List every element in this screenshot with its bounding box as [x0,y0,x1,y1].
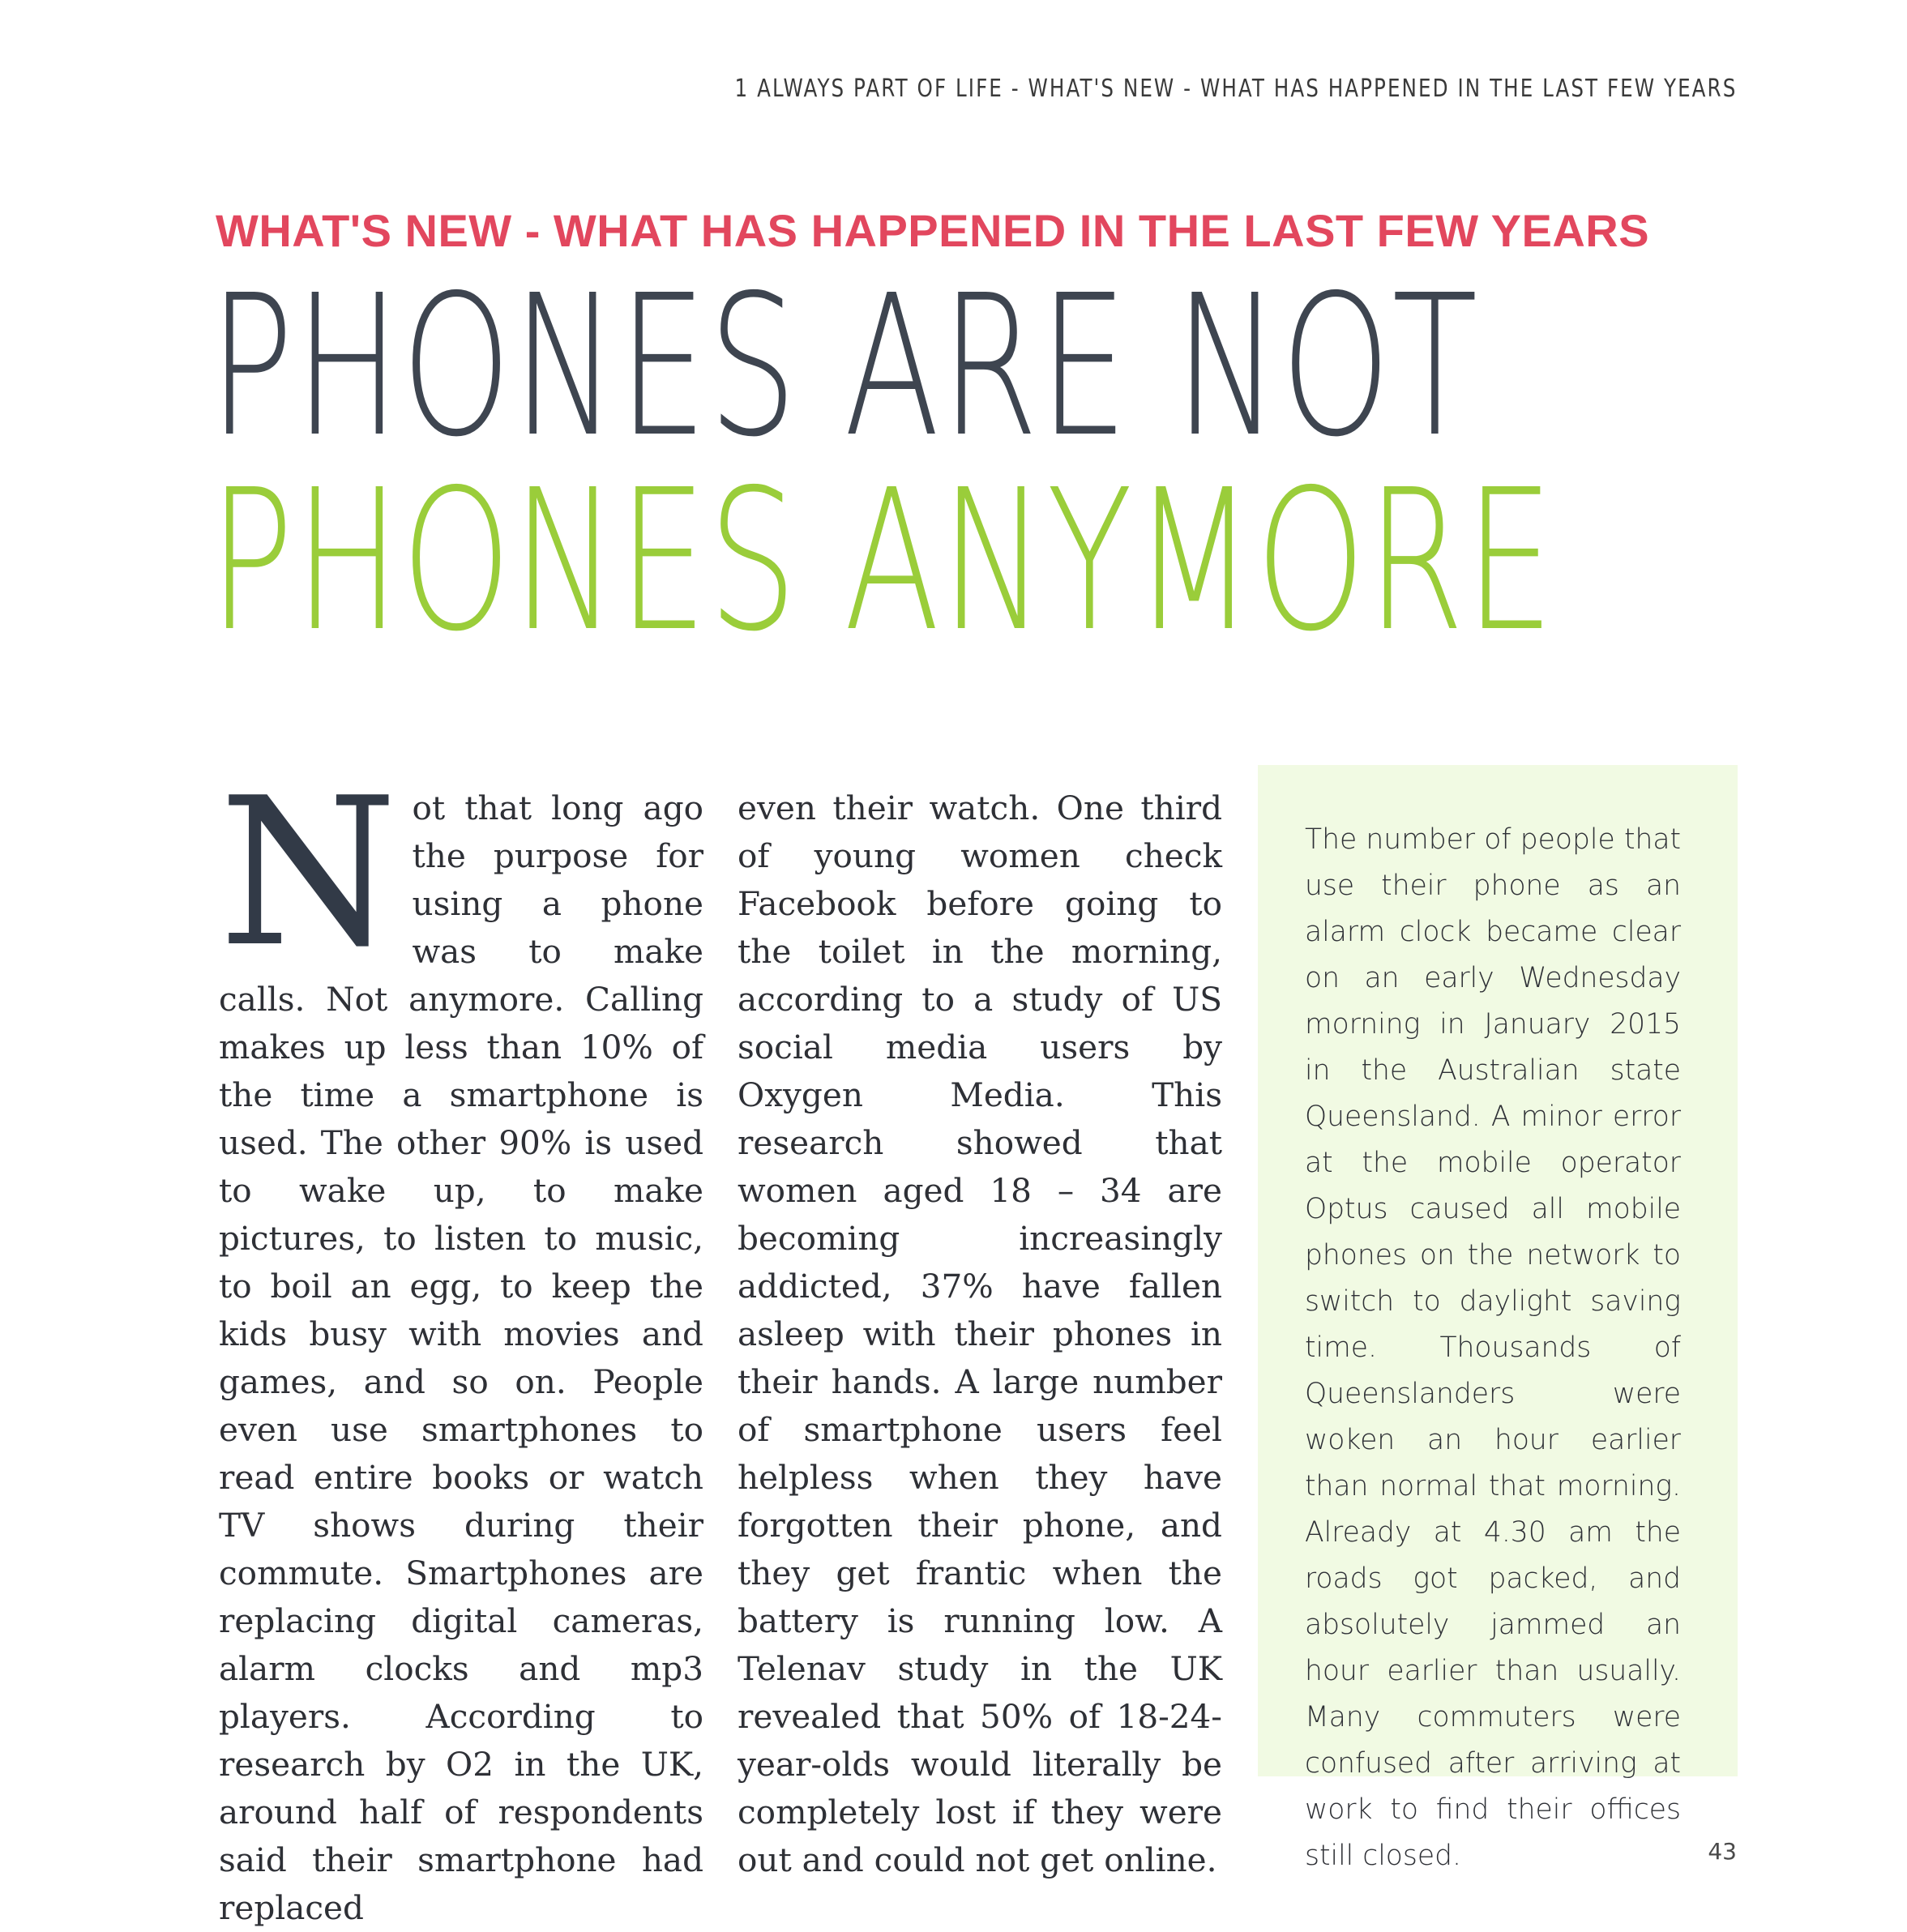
body-column-1-text: ot that long ago the purpose for using a phone was to make calls. Not anymore. Calling makes up less than 10% of the time a smartphone is used. The other 90% is used to wake up, to make pictures, to listen to music, to boil an egg, to keep the kids busy with movies and games, and so on. People even use smartphones to read entire books or watch TV shows during their commute. Smartphones are replacing digital cameras, alarm clocks and mp3 players. According to research by O2 in the UK, around half of respondents said their smartphone had replaced [219,789,703,1927]
sidebar-box [1258,765,1738,1872]
section-kicker: WHAT'S NEW - WHAT HAS HAPPENED IN THE LAST FEW YEARS [216,205,1650,256]
sidebar-text: The number of people that use their phone as an alarm clock became clear on an early Wednesday morning in January 2015 in the Australian state Queensland. A minor error at the mobile operator Optus caused all mobile phones on the network to switch to daylight saving time. Thousands of Queenslanders were woken an hour earlier than normal that morning. Already at 4.30 am the roads got packed, and absolutely jammed an hour earlier than usually. Many commuters were confused after arriving at work to find their offices still closed. [1305,823,1681,1872]
headline-line-1: PHONES ARE NOT [209,253,1479,480]
headline-line-2: PHONES ANYMORE [209,447,1555,674]
drop-cap: N [219,754,398,992]
body-column-2 [738,784,1222,1884]
body-column-1 [219,754,703,1932]
page-number: 43 [1708,1838,1737,1865]
body-column-2-text: even their watch. One third of young women check Facebook before going to the toilet in the morning, according to a study of US social media users by Oxygen Media. This research showed that women aged 18 – 34 are becoming increasingly addicted, 37% have fallen asleep with their phones in their hands. A large number of smartphone users feel helpless when they have forgotten their phone, and they get frantic when the battery is running low. A Telenav study in the UK revealed that 50% of 18-24-year-olds would literally be completely lost if they were out and could not get online. [738,789,1222,1879]
running-head: 1 ALWAYS PART OF LIFE - WHAT'S NEW - WHAT HAS HAPPENED IN THE LAST FEW YEARS [734,75,1737,103]
